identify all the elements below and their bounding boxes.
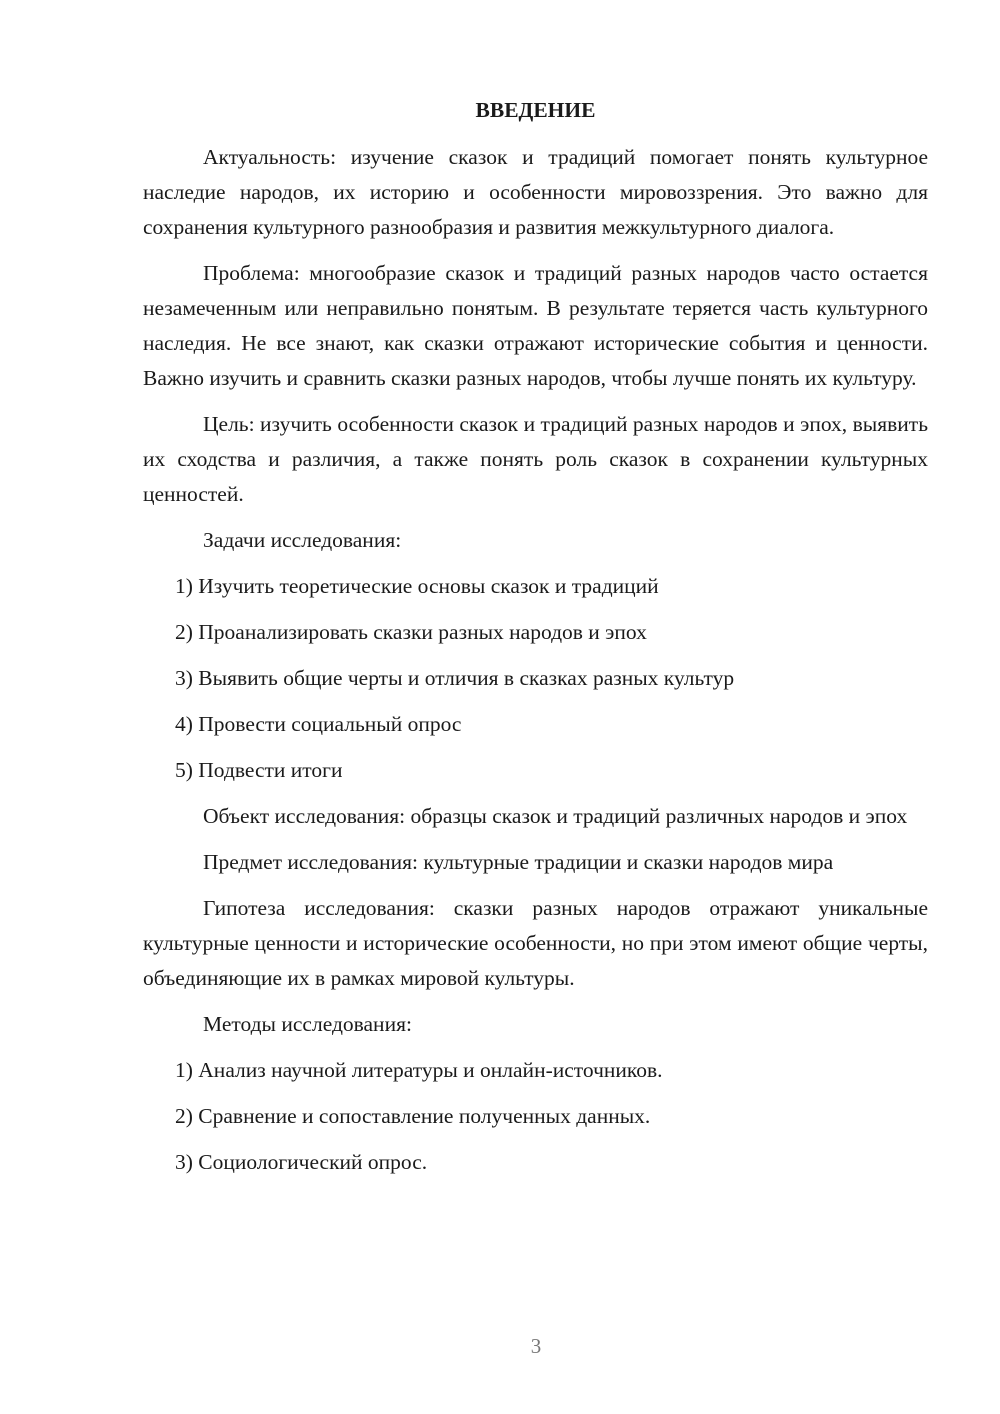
- page-title: ВВЕДЕНИЕ: [475, 98, 596, 122]
- page-number: 3: [530, 1334, 542, 1358]
- list-item: 2) Проанализировать сказки разных народов и эпох: [175, 620, 647, 644]
- goal-paragraph: Цель: изучить особенности сказок и традиций разных народов и эпох, выявить их сходства и различия, а также понять роль сказок в сохранении культурных ценностей.: [143, 412, 928, 506]
- subject-paragraph: Предмет исследования: культурные традиции и сказки народов мира: [203, 850, 834, 874]
- list-item: 1) Изучить теоретические основы сказок и традиций: [175, 574, 659, 598]
- list-item: 3) Выявить общие черты и отличия в сказках разных культур: [175, 666, 735, 690]
- list-item: 5) Подвести итоги: [175, 758, 343, 782]
- hypothesis-paragraph: Гипотеза исследования: сказки разных народов отражают уникальные культурные ценности и исторические особенности, но при этом имеют общие черты, объединяющие их в рамках мировой культуры.: [143, 896, 928, 990]
- document-page: [143, 93, 928, 1191]
- object-paragraph: Объект исследования: образцы сказок и традиций различных народов и эпох: [203, 804, 908, 828]
- list-item: 2) Сравнение и сопоставление полученных данных.: [175, 1104, 651, 1128]
- list-item: 4) Провести социальный опрос: [175, 712, 462, 736]
- problem-paragraph: Проблема: многообразие сказок и традиций разных народов часто остается незамеченным или неправильно понятым. В результате теряется часть культурного наследия. Не все знают, как сказки отражают исторические события и ценности. Важно изучить и сравнить сказки разных народов, чтобы лучше понять их культуру.: [143, 261, 928, 390]
- relevance-paragraph: Актуальность: изучение сказок и традиций помогает понять культурное наследие народов, их историю и особенности мировоззрения. Это важно для сохранения культурного разнообразия и развития межкультурного диалога.: [143, 145, 928, 239]
- methods-heading: Методы исследования:: [203, 1012, 412, 1036]
- list-item: 3) Социологический опрос.: [175, 1150, 428, 1174]
- tasks-list: [143, 569, 928, 788]
- tasks-heading: Задачи исследования:: [203, 528, 402, 552]
- list-item: 1) Анализ научной литературы и онлайн-источников.: [175, 1058, 663, 1082]
- methods-list: [143, 1053, 928, 1180]
